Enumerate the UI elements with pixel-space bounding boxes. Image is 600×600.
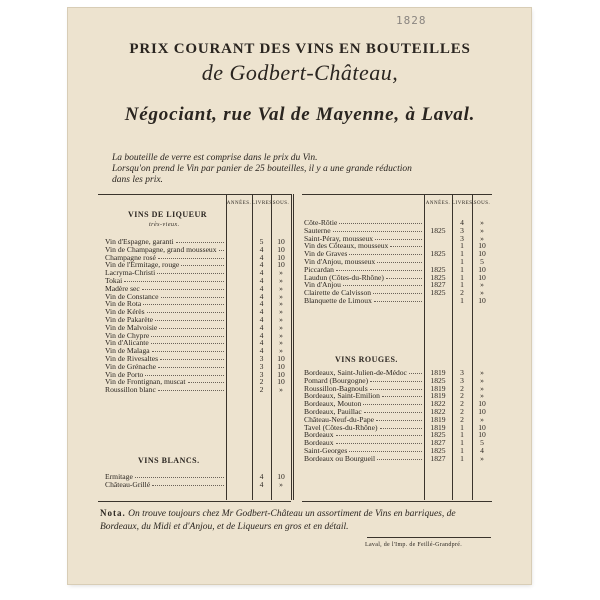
price-sous: » [279,299,283,309]
section-heading-liqueurs: VINS DE LIQUEUR [128,210,208,219]
price-sous: » [480,375,484,385]
price-livres: 2 [460,383,464,393]
price-sous: » [480,368,484,377]
wine-row [105,339,291,347]
dot-leader [375,239,422,240]
wine-name: Vin de Frontignan, muscat [105,378,186,387]
header-livres: LIVRES. [452,201,475,206]
price-livres: 1 [460,438,464,448]
nota-line: On trouve toujours chez Mr Godbert-Château un assortiment de Vins en barriques, de [128,509,456,519]
note-line: Lorsqu'on prend le Vin par panier de 25 bouteilles, il y a une grande réduction [112,164,412,174]
printer-imprint: Laval, de l'Imp. de Feillé-Grandpré. [365,542,463,548]
section-heading-blancs: VINS BLANCS. [138,456,200,465]
wine-name: Champagne rosé [105,253,156,262]
wine-name: Clairette de Calvisson [304,289,372,298]
wine-year: 1825 [430,375,446,385]
price-livres: 3 [460,375,464,385]
price-sous: 10 [478,407,486,416]
imprint-rule [367,537,491,538]
wine-year: 1819 [430,383,446,393]
price-livres: 1 [460,446,464,455]
wine-name: Vin de l'Ermitage, rouge [105,261,180,270]
dot-leader [147,312,224,313]
price-sous: » [480,280,484,290]
wine-year: 1827 [430,438,446,448]
wine-name: Bordeaux, Mouton [304,400,362,409]
section-heading-rouges: VINS ROUGES. [335,355,398,364]
wine-name: Vin de Rivesaltes [105,355,159,363]
dot-leader [159,328,224,329]
price-sous: 10 [478,430,486,440]
dot-leader [158,390,224,391]
nota-line: Bordeaux, du Midi et d'Anjou, et de Liqueurs en gros et en détail. [100,522,349,532]
header-livres: LIVRES. [252,201,275,206]
wine-name: Vin des Côteaux, mousseux [304,242,389,251]
dot-leader [161,297,224,298]
price-livres: 4 [259,479,264,489]
note-line: La bouteille de verre est comprise dans le prix du Vin. [112,153,318,163]
dot-leader [376,420,422,421]
wine-name: Vin de Champagne, grand mousseux [105,245,217,254]
dot-leader [349,254,422,255]
dot-leader [151,336,224,337]
dot-leader [373,293,422,294]
price-sous: 10 [277,252,285,262]
header-year: ANNÉES. [226,201,252,206]
wine-name: Sauterne [304,226,331,235]
price-sous: 10 [277,361,285,371]
wine-year: 1825 [430,446,446,455]
dot-leader [155,320,224,321]
wine-year: 1819 [430,391,446,401]
wine-name: Château-Grillé [105,480,151,489]
price-sous: » [279,307,283,317]
price-livres: 4 [259,283,264,293]
dot-leader [219,250,224,251]
dot-leader [152,351,224,352]
price-livres: 1 [460,430,464,440]
price-notes [112,153,502,186]
price-sous: 5 [480,257,484,266]
price-livres: 2 [460,407,464,416]
dot-leader [181,265,224,266]
dot-leader [409,373,422,374]
wine-name: Tokai [105,277,123,285]
wine-name: Vin de Chypre [105,331,150,340]
dot-leader [377,262,422,263]
wine-year: 1822 [430,407,446,416]
header-sous: SOUS. [272,201,290,206]
wine-name: Vin de Graves [304,250,348,259]
price-livres: 4 [259,299,264,309]
wine-row [105,363,291,371]
dot-leader [382,396,422,397]
price-livres: 4 [259,338,264,348]
price-livres: 4 [259,268,264,278]
wine-name: Bordeaux [304,439,334,448]
price-livres: 1 [460,422,464,432]
header-sous: SOUS. [473,201,491,206]
dot-leader [135,477,224,478]
dot-leader [158,367,224,368]
price-livres: 3 [460,225,464,235]
wine-name: Vin d'Anjou, mousseux [304,258,376,266]
price-livres: 4 [259,291,264,301]
nota-label: Nota. [100,508,126,518]
wine-row [105,316,291,324]
price-livres: 5 [259,237,264,246]
merchant-address: Négociant, rue Val de Mayenne, à Laval. [124,104,476,125]
wine-year: 1822 [430,399,446,409]
price-livres: 1 [460,453,464,463]
dot-leader [124,281,224,282]
price-sous: » [480,233,484,243]
wine-row [105,332,291,340]
nota-paragraph [100,507,510,534]
wine-row [105,261,291,269]
price-sous: » [279,346,283,356]
price-sous: » [480,383,484,393]
dot-leader [158,258,224,259]
document-title: PRIX COURANT DES VINS EN BOUTEILLES [129,41,471,57]
wine-row [105,269,291,277]
wine-name: Laudun (Côtes-du-Rhône) [304,273,384,282]
price-livres: 1 [460,272,464,282]
wine-row [105,386,291,394]
wine-year: 1819 [430,414,446,424]
wine-name: Château-Neuf-du-Pape [304,415,375,424]
wine-year: 1819 [430,422,446,432]
wine-name: Vin de Porto [105,370,144,379]
wine-name: Bordeaux [304,431,334,440]
wine-name: Pomard (Bourgogne) [304,376,369,385]
wine-year: 1825 [430,225,446,235]
dot-leader [343,285,422,286]
dot-leader [339,223,422,224]
dot-leader [380,428,422,429]
price-sous: » [279,385,283,395]
dot-leader [336,435,422,436]
wine-row [105,277,291,285]
price-livres: 2 [460,391,464,401]
wine-year: 1825 [430,430,446,440]
price-sous: » [480,453,484,463]
wine-name: Vin de Malvoisie [105,323,158,332]
price-livres: 4 [259,276,264,285]
wine-name: Vin d'Espagne, garanti [105,238,174,246]
wine-name: Vin de Kérès [105,308,145,317]
wine-row [105,238,291,246]
price-livres: 2 [460,414,464,424]
price-livres: 1 [460,249,464,259]
price-livres: 4 [259,472,264,481]
wine-year: 1825 [430,264,446,274]
wine-name: Bordeaux, Saint-Emilion [304,392,380,401]
price-sous: » [279,276,283,285]
wine-name: Côte-Rôtie [304,219,338,227]
wine-name: Madère sec [105,284,140,293]
price-sous: 10 [277,354,285,363]
wine-name: Vin de Pakarète [105,316,154,324]
price-sous: » [279,338,283,348]
wine-year: 1827 [430,453,446,463]
wine-row [105,246,291,254]
wine-name: Vin de Constance [105,292,159,301]
wine-row [105,300,291,308]
wine-name: Vin d'Anjou [304,281,341,290]
dot-leader [157,273,224,274]
wine-row [105,308,291,316]
merchant-name: de Godbert-Château, [201,60,399,85]
wine-row [105,371,291,379]
price-sous: 10 [277,244,285,254]
dot-leader [336,270,422,271]
wine-name: Bordeaux ou Bourgueil [304,454,376,463]
wine-name: Vin de Grénache [105,362,156,371]
wine-name: Ermitage [105,473,133,481]
header-year: ANNÉES. [425,201,451,206]
price-livres: 4 [259,252,264,262]
price-livres: 4 [259,346,264,356]
price-livres: 3 [259,354,264,363]
wine-row [105,481,291,489]
price-livres: 3 [460,368,464,377]
price-sous: 10 [277,237,285,246]
price-sous: » [279,322,283,332]
price-sous: 10 [478,241,486,251]
price-livres: 2 [259,385,264,395]
price-livres: 4 [259,330,264,340]
wine-name: Saint-Georges [304,447,348,455]
dot-leader [370,381,422,382]
price-livres: 2 [460,399,464,409]
price-livres: 1 [460,264,464,274]
dot-leader [142,289,224,290]
price-sous: » [279,315,283,324]
dot-leader [370,389,422,390]
wine-year: 1825 [430,272,446,282]
price-sous: » [480,218,484,227]
wine-year: 1819 [430,368,446,377]
price-sous: 10 [277,260,285,270]
price-sous: 10 [478,264,486,274]
wine-row [105,347,291,355]
price-livres: 3 [259,361,264,371]
wine-name: Piccardan [304,265,334,274]
price-sous: » [279,330,283,340]
price-livres: 3 [460,233,464,243]
dot-leader [333,231,422,232]
wine-name: Vin de Malaga [105,347,150,356]
wine-name: Tavel (Côtes-du-Rhône) [304,423,378,432]
dot-leader [188,382,224,383]
price-livres: 4 [259,244,264,254]
wine-row [105,324,291,332]
wine-name: Blanquette de Limoux [304,297,372,305]
price-sous: » [279,283,283,293]
wine-name: Vin de Rota [105,300,142,309]
price-livres: 1 [460,296,464,305]
wine-row [105,355,291,363]
price-sous: » [480,288,484,298]
price-sous: 10 [478,422,486,432]
wine-name: Lacryma-Christi [105,269,156,278]
wine-year: 1825 [430,249,446,259]
price-sous: 10 [478,296,486,305]
dot-leader [390,246,422,247]
price-sous: » [279,291,283,301]
dot-leader [349,451,422,452]
dot-leader [377,459,422,460]
dot-leader [145,375,224,376]
wine-row [105,285,291,293]
dot-leader [151,343,224,344]
price-sous: 10 [277,472,285,481]
price-livres: 1 [460,257,464,266]
price-livres: 1 [460,280,464,290]
wine-row [304,297,492,305]
wine-row [105,473,291,481]
wine-name: Bordeaux, Saint-Julien-de-Médoc [304,369,407,377]
wine-name: Roussillon-Bagnouls [304,384,368,393]
wine-year: 1827 [430,280,446,290]
note-line: dans les prix. [112,175,163,185]
wine-name: Bordeaux, Pauillac [304,408,362,416]
dot-leader [152,485,224,486]
price-livres: 4 [259,315,264,324]
price-sous: » [480,414,484,424]
wine-name: Saint-Péray, mousseux [304,234,374,243]
price-sous: 10 [478,399,486,409]
dot-leader [374,301,422,302]
price-livres: 4 [259,322,264,332]
price-sous: » [480,225,484,235]
price-livres: 4 [460,218,464,227]
price-livres: 2 [460,288,464,298]
wine-row [105,378,291,386]
price-sous: » [279,479,283,489]
price-sous: 10 [277,369,285,379]
price-sous: » [279,268,283,278]
price-sous: » [480,391,484,401]
price-sous: 10 [277,377,285,387]
price-sous: 10 [478,249,486,259]
price-livres: 1 [460,241,464,251]
price-sous: 5 [480,438,484,448]
wine-name: Vin d'Alicante [105,339,149,348]
wine-name: Roussillon blanc [105,386,156,395]
dot-leader [336,443,422,444]
price-livres: 4 [259,260,264,270]
price-livres: 2 [259,377,264,387]
dot-leader [386,278,422,279]
dot-leader [363,404,422,405]
center-double-rule [291,194,294,500]
wine-row [105,254,291,262]
price-sous: 10 [478,272,486,282]
wine-year: 1825 [430,288,446,298]
dot-leader [364,412,422,413]
price-sous: 4 [480,446,484,455]
wine-row [105,293,291,301]
price-livres: 4 [259,307,264,317]
dot-leader [176,242,224,243]
pencil-date-note: 1828 [396,14,427,27]
section-subheading: très-vieux. [149,222,180,228]
price-livres: 3 [259,369,264,379]
dot-leader [143,304,224,305]
dot-leader [160,359,224,360]
wine-row [304,455,492,463]
